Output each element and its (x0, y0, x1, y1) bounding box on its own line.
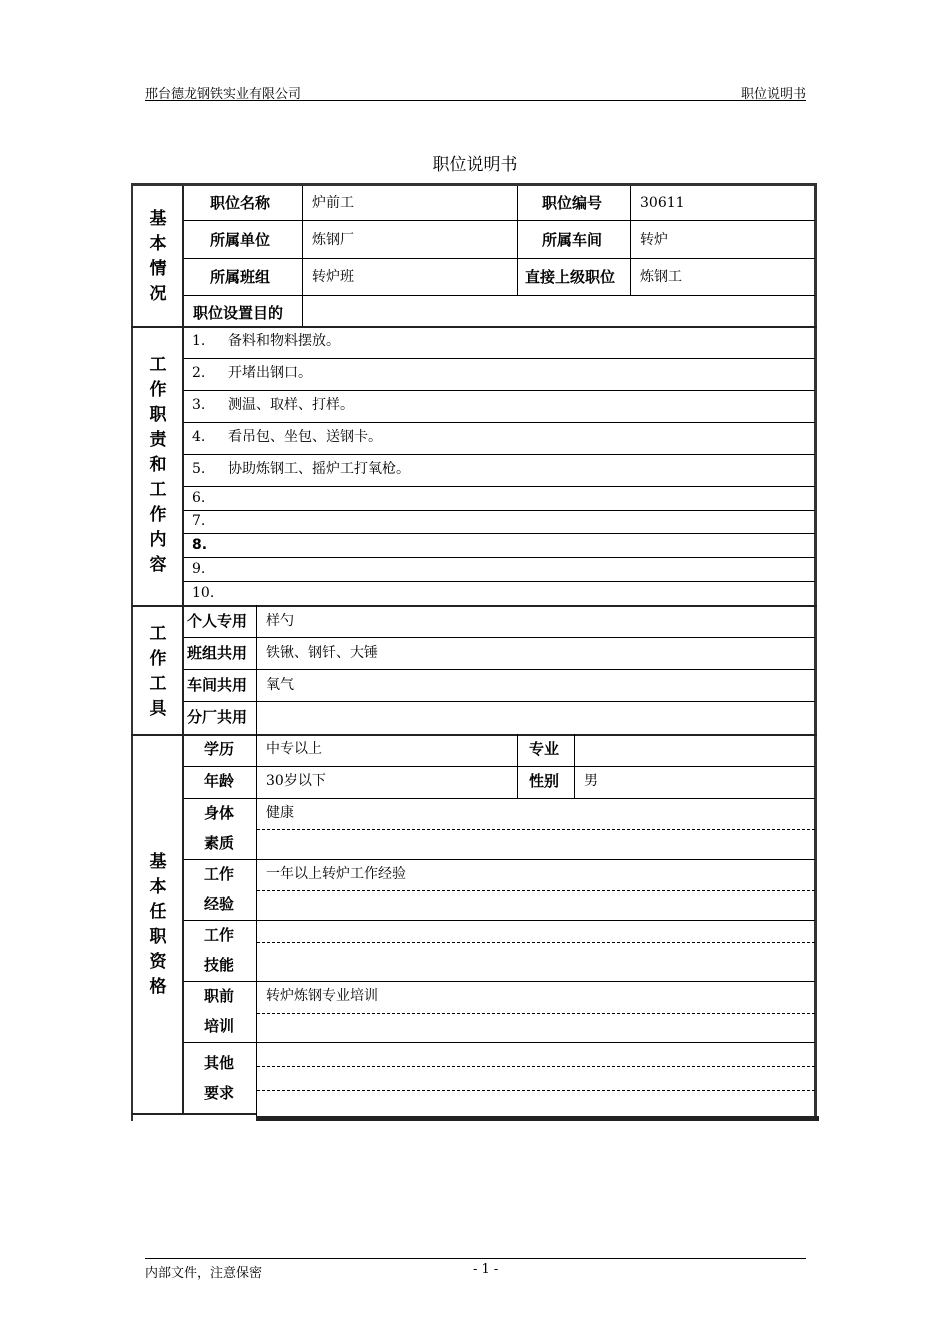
row-line (183, 220, 815, 221)
row-line (183, 701, 815, 702)
duty-number: 8. (192, 537, 208, 553)
position-code-value: 30611 (640, 195, 685, 211)
age-label: 年龄 (204, 772, 235, 790)
duty-number: 6. (192, 490, 206, 506)
duty-number: 7. (192, 513, 206, 529)
duty-number: 2. (192, 365, 206, 381)
column-line (574, 734, 575, 798)
unit-value: 炼钢厂 (312, 232, 354, 248)
experience-label: 工作 (204, 865, 235, 883)
dashed-line (257, 1090, 815, 1091)
tool-value: 铁锹、钢钎、大锤 (266, 645, 378, 661)
position-name-value: 炉前工 (312, 195, 354, 211)
section-tools: 工作工具 (149, 624, 167, 719)
section-basic-info: 基本情况 (149, 209, 167, 304)
unit-label: 所属单位 (210, 231, 271, 249)
header-doc-type: 职位说明书 (740, 87, 806, 102)
education-label: 学历 (204, 740, 235, 758)
row-line (183, 390, 815, 391)
experience-label: 经验 (204, 895, 235, 913)
row-line (183, 454, 815, 455)
age-value: 30岁以下 (266, 773, 326, 789)
experience-value: 一年以上转炉工作经验 (266, 866, 406, 882)
column-line (302, 186, 303, 326)
body-label: 素质 (204, 834, 235, 852)
position-code-label: 职位编号 (542, 194, 603, 212)
row-line (183, 422, 815, 423)
row-line (183, 920, 815, 921)
confidential-note: 内部文件，注意保密 (145, 1266, 263, 1281)
row-line (183, 486, 815, 487)
duty-number: 5. (192, 461, 206, 477)
duty-text: 看吊包、坐包、送钢卡。 (228, 429, 382, 445)
row-line (183, 258, 815, 259)
duty-text: 备料和物料摆放。 (228, 333, 340, 349)
duty-text: 开堵出钢口。 (228, 365, 312, 381)
document-title: 职位说明书 (432, 155, 518, 175)
education-value: 中专以上 (266, 741, 322, 757)
workshop-label: 所属车间 (542, 231, 603, 249)
divider (131, 605, 817, 607)
row-line (183, 295, 815, 296)
training-label: 培训 (204, 1017, 235, 1035)
divider (131, 1113, 256, 1115)
tool-value: 样勺 (266, 613, 294, 629)
duty-number: 9. (192, 561, 206, 577)
section-qualifications: 基本任职资格 (149, 852, 167, 997)
dashed-line (257, 1013, 815, 1014)
row-line (183, 859, 815, 860)
duty-text: 测温、取样、打样。 (228, 397, 354, 413)
other-label: 要求 (204, 1084, 235, 1102)
tool-value: 氧气 (266, 677, 294, 693)
skills-label: 工作 (204, 926, 235, 944)
column-line (517, 186, 518, 296)
divider (131, 734, 817, 736)
table-bottom-border (256, 1116, 819, 1121)
training-value: 转炉炼钢专业培训 (266, 988, 378, 1004)
row-line (183, 637, 815, 638)
company-name: 邢台德龙钢铁实业有限公司 (145, 87, 302, 102)
tool-label: 班组共用 (187, 644, 248, 662)
body-value: 健康 (266, 805, 294, 821)
row-line (183, 798, 815, 799)
team-value: 转炉班 (312, 269, 354, 285)
dashed-line (257, 1066, 815, 1067)
major-label: 专业 (529, 740, 560, 758)
page-number: - 1 - (473, 1262, 499, 1277)
workshop-value: 转炉 (640, 232, 668, 248)
position-name-label: 职位名称 (210, 194, 271, 212)
row-line (183, 533, 815, 534)
team-label: 所属班组 (210, 268, 271, 286)
dashed-line (257, 890, 815, 891)
other-label: 其他 (204, 1054, 235, 1072)
duty-number: 1. (192, 333, 206, 349)
superior-value: 炼钢工 (640, 269, 682, 285)
row-line (183, 981, 815, 982)
gender-value: 男 (584, 773, 598, 789)
page-header (145, 83, 806, 101)
purpose-label: 职位设置目的 (193, 304, 284, 322)
gender-label: 性别 (529, 772, 560, 790)
training-label: 职前 (204, 987, 235, 1005)
row-line (183, 766, 815, 767)
row-line (183, 581, 815, 582)
body-label: 身体 (204, 804, 235, 822)
tool-label: 个人专用 (187, 612, 248, 630)
page-footer (145, 1258, 806, 1281)
column-line (182, 186, 184, 1114)
tool-label: 车间共用 (187, 676, 248, 694)
column-line (517, 734, 518, 798)
row-line (183, 358, 815, 359)
divider (131, 326, 817, 328)
duty-number: 3. (192, 397, 206, 413)
skills-label: 技能 (204, 956, 235, 974)
tool-label: 分厂共用 (187, 708, 248, 726)
row-line (183, 510, 815, 511)
duty-text: 协助炼钢工、摇炉工打氧枪。 (228, 461, 410, 477)
column-line (630, 186, 631, 296)
dashed-line (257, 942, 815, 943)
row-line (183, 1042, 815, 1043)
row-line (183, 669, 815, 670)
duty-number: 10. (192, 585, 215, 601)
section-duties: 工作职责和工作内容 (149, 355, 167, 575)
duty-number: 4. (192, 429, 206, 445)
column-line (256, 605, 257, 1121)
dashed-line (257, 829, 815, 830)
row-line (183, 557, 815, 558)
superior-label: 直接上级职位 (525, 268, 616, 286)
